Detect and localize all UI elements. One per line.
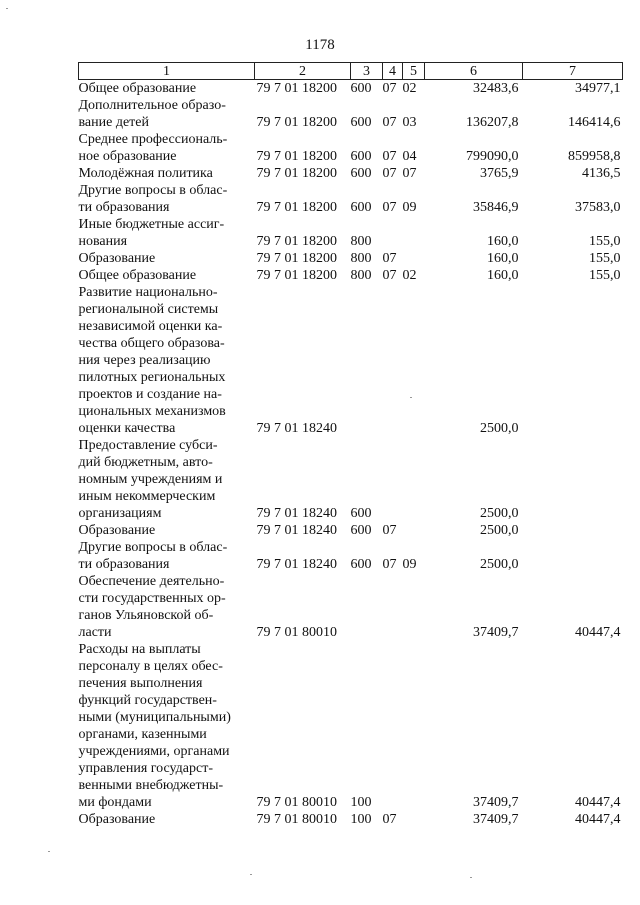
cell-name [79, 437, 255, 522]
cell-col-5 [403, 437, 425, 522]
header-col-1: 1 [79, 63, 255, 80]
cell-col-5: 07 [402, 166, 417, 181]
cell-name-line: сти государственных ор- [78, 591, 226, 606]
cell-col-3: 800 [350, 251, 372, 266]
table-row [79, 641, 623, 811]
cell-value-6: 2500,0 [480, 421, 519, 436]
cell-col-4: 07 [382, 200, 397, 215]
cell-name-line: ласти [78, 625, 112, 640]
scan-speck [48, 851, 50, 852]
cell-col-5: 02 [402, 268, 417, 283]
cell-value-7: 34977,1 [575, 81, 621, 96]
cell-col-5: 09 [402, 557, 417, 572]
cell-name [79, 573, 255, 641]
cell-col-5 [403, 811, 425, 828]
cell-name-line: организациям [78, 506, 162, 521]
cell-col-3: 100 [350, 812, 372, 827]
cell-name [79, 131, 255, 165]
cell-code: 79 7 01 80010 [256, 812, 337, 827]
cell-code: 79 7 01 18240 [256, 506, 337, 521]
header-col-4: 4 [383, 63, 403, 80]
cell-name-line: независимой оценки ка- [78, 319, 223, 334]
scan-speck [470, 877, 472, 878]
cell-col-3: 800 [350, 268, 372, 283]
cell-name [79, 267, 255, 284]
cell-value-7 [523, 539, 623, 573]
cell-col-5 [403, 573, 425, 641]
cell-value-7 [523, 284, 623, 437]
cell-name [79, 539, 255, 573]
cell-value-7 [523, 437, 623, 522]
cell-value-7: 146414,6 [568, 115, 621, 130]
cell-col-3: 600 [350, 115, 372, 130]
cell-value-6: 37409,7 [473, 812, 519, 827]
scan-speck [6, 8, 8, 9]
cell-name-line: чества общего образова- [78, 336, 225, 351]
cell-value-6: 160,0 [487, 251, 519, 266]
cell-col-5 [403, 216, 425, 250]
cell-col-3: 600 [350, 166, 372, 181]
header-col-2: 2 [255, 63, 351, 80]
cell-name-line: венными внебюджетны- [78, 778, 224, 793]
cell-name-line: Среднее профессиональ- [78, 132, 228, 147]
cell-name-line: ти образования [78, 200, 170, 215]
cell-name-line: номным учреждениям и [78, 472, 223, 487]
cell-code: 79 7 01 18200 [256, 234, 337, 249]
table-row [79, 437, 623, 522]
table-row [79, 216, 623, 250]
cell-col-4: 07 [382, 523, 397, 538]
cell-name-line: Образование [78, 523, 156, 538]
cell-value-7: 37583,0 [575, 200, 621, 215]
cell-name-line: циональных механизмов [78, 404, 226, 419]
cell-col-3: 600 [350, 149, 372, 164]
cell-name [79, 97, 255, 131]
cell-name-line: учреждениями, органами [78, 744, 230, 759]
cell-name [79, 811, 255, 828]
cell-value-6: 2500,0 [480, 523, 519, 538]
cell-name-line: Другие вопросы в облас- [78, 183, 228, 198]
cell-col-4 [383, 284, 403, 437]
table-row [79, 522, 623, 539]
cell-code: 79 7 01 18200 [256, 81, 337, 96]
table-row [79, 573, 623, 641]
cell-col-3: 600 [350, 506, 372, 521]
table-row [79, 811, 623, 828]
header-col-3: 3 [351, 63, 383, 80]
cell-name-line: ния через реализацию [78, 353, 211, 368]
cell-name-line: ными (муниципальными) [78, 710, 231, 725]
scan-speck [410, 397, 412, 398]
cell-code: 79 7 01 18240 [256, 421, 337, 436]
table-row [79, 131, 623, 165]
cell-col-4: 07 [382, 812, 397, 827]
cell-col-5: 03 [402, 115, 417, 130]
cell-name-line: функций государствен- [78, 693, 217, 708]
table-header [79, 63, 623, 80]
cell-code: 79 7 01 80010 [256, 795, 337, 810]
cell-name [79, 80, 255, 98]
cell-value-6: 37409,7 [473, 795, 519, 810]
cell-name-line: Развитие национально- [78, 285, 218, 300]
cell-name-line: Дополнительное образо- [78, 98, 226, 113]
scan-speck [250, 874, 252, 875]
cell-col-3: 600 [350, 81, 372, 96]
cell-value-7: 155,0 [589, 268, 621, 283]
cell-col-3: 800 [350, 234, 372, 249]
cell-name-line: Общее образование [78, 268, 197, 283]
cell-name-line: ми фондами [78, 795, 152, 810]
cell-name [79, 182, 255, 216]
cell-code: 79 7 01 18200 [256, 268, 337, 283]
cell-col-3: 600 [350, 523, 372, 538]
cell-name-line: персоналу в целях обес- [78, 659, 223, 674]
cell-col-4 [383, 641, 403, 811]
table-body [79, 80, 623, 829]
cell-col-5: 02 [402, 81, 417, 96]
header-col-6: 6 [425, 63, 523, 80]
page-number: 1178 [305, 37, 335, 53]
cell-name-line: Иные бюджетные ассиг- [78, 217, 225, 232]
cell-value-6: 37409,7 [473, 625, 519, 640]
cell-code: 79 7 01 18200 [256, 251, 337, 266]
table-row [79, 250, 623, 267]
table-row [79, 165, 623, 182]
cell-code: 79 7 01 18240 [256, 557, 337, 572]
cell-col-4 [383, 437, 403, 522]
header-col-7: 7 [523, 63, 623, 80]
cell-name-line: печения выполнения [78, 676, 203, 691]
cell-value-6: 35846,9 [473, 200, 519, 215]
cell-name-line: Расходы на выплаты [78, 642, 201, 657]
cell-col-3: 600 [350, 557, 372, 572]
budget-table [78, 62, 623, 828]
cell-value-6: 32483,6 [473, 81, 519, 96]
cell-col-4 [383, 216, 403, 250]
cell-code: 79 7 01 18200 [256, 149, 337, 164]
table-row [79, 97, 623, 131]
cell-name-line: ти образования [78, 557, 170, 572]
cell-value-7: 40447,4 [575, 812, 621, 827]
cell-col-4: 07 [382, 115, 397, 130]
table-row [79, 182, 623, 216]
cell-name [79, 284, 255, 437]
cell-value-6: 160,0 [487, 234, 519, 249]
cell-name-line: иным некоммерческим [78, 489, 216, 504]
cell-name-line: Образование [78, 251, 156, 266]
cell-col-4 [383, 573, 403, 641]
cell-value-7: 155,0 [589, 251, 621, 266]
cell-col-3 [351, 284, 383, 437]
cell-col-5 [403, 522, 425, 539]
cell-col-5 [403, 284, 425, 437]
cell-code: 79 7 01 80010 [256, 625, 337, 640]
cell-code: 79 7 01 18200 [256, 115, 337, 130]
cell-name-line: Общее образование [78, 81, 197, 96]
cell-name [79, 641, 255, 811]
cell-value-7: 40447,4 [575, 795, 621, 810]
cell-col-4: 07 [382, 251, 397, 266]
cell-value-7: 4136,5 [582, 166, 621, 181]
cell-value-6: 799090,0 [466, 149, 519, 164]
cell-col-4: 07 [382, 166, 397, 181]
cell-value-7: 155,0 [589, 234, 621, 249]
cell-code: 79 7 01 18200 [256, 200, 337, 215]
table-row [79, 267, 623, 284]
header-col-5: 5 [403, 63, 425, 80]
cell-col-5: 04 [402, 149, 417, 164]
cell-name-line: ное образование [78, 149, 177, 164]
cell-value-6: 3765,9 [480, 166, 519, 181]
cell-name [79, 522, 255, 539]
cell-col-3: 600 [350, 200, 372, 215]
cell-value-6: 2500,0 [480, 506, 519, 521]
cell-col-3 [351, 573, 383, 641]
table-row [79, 80, 623, 98]
cell-name [79, 165, 255, 182]
cell-code: 79 7 01 18200 [256, 166, 337, 181]
cell-name-line: регионалыной системы [78, 302, 219, 317]
cell-value-6: 136207,8 [466, 115, 519, 130]
cell-value-6: 160,0 [487, 268, 519, 283]
cell-name-line: оценки качества [78, 421, 176, 436]
cell-col-5: 09 [402, 200, 417, 215]
cell-name-line: нования [78, 234, 128, 249]
cell-value-6: 2500,0 [480, 557, 519, 572]
cell-name [79, 250, 255, 267]
table-row [79, 284, 623, 437]
cell-name-line: Предоставление субси- [78, 438, 218, 453]
cell-name-line: Образование [78, 812, 156, 827]
cell-value-7: 859958,8 [568, 149, 621, 164]
cell-value-7: 40447,4 [575, 625, 621, 640]
cell-col-3: 100 [350, 795, 372, 810]
cell-col-4: 07 [382, 268, 397, 283]
cell-name [79, 216, 255, 250]
cell-col-4: 07 [382, 81, 397, 96]
cell-name-line: проектов и создание на- [78, 387, 222, 402]
cell-col-5 [403, 250, 425, 267]
cell-name-line: Молодёжная политика [78, 166, 213, 181]
cell-name-line: ганов Ульяновской об- [78, 608, 214, 623]
cell-col-4: 07 [382, 149, 397, 164]
cell-name-line: Обеспечение деятельно- [78, 574, 225, 589]
cell-code: 79 7 01 18240 [256, 523, 337, 538]
table-row [79, 539, 623, 573]
cell-name-line: управления государст- [78, 761, 213, 776]
cell-name-line: пилотных региональных [78, 370, 226, 385]
cell-name-line: Другие вопросы в облас- [78, 540, 228, 555]
cell-name-line: вание детей [78, 115, 149, 130]
cell-value-7 [523, 522, 623, 539]
cell-name-line: органами, казенными [78, 727, 207, 742]
cell-col-4: 07 [382, 557, 397, 572]
cell-col-5 [403, 641, 425, 811]
cell-name-line: дий бюджетным, авто- [78, 455, 213, 470]
